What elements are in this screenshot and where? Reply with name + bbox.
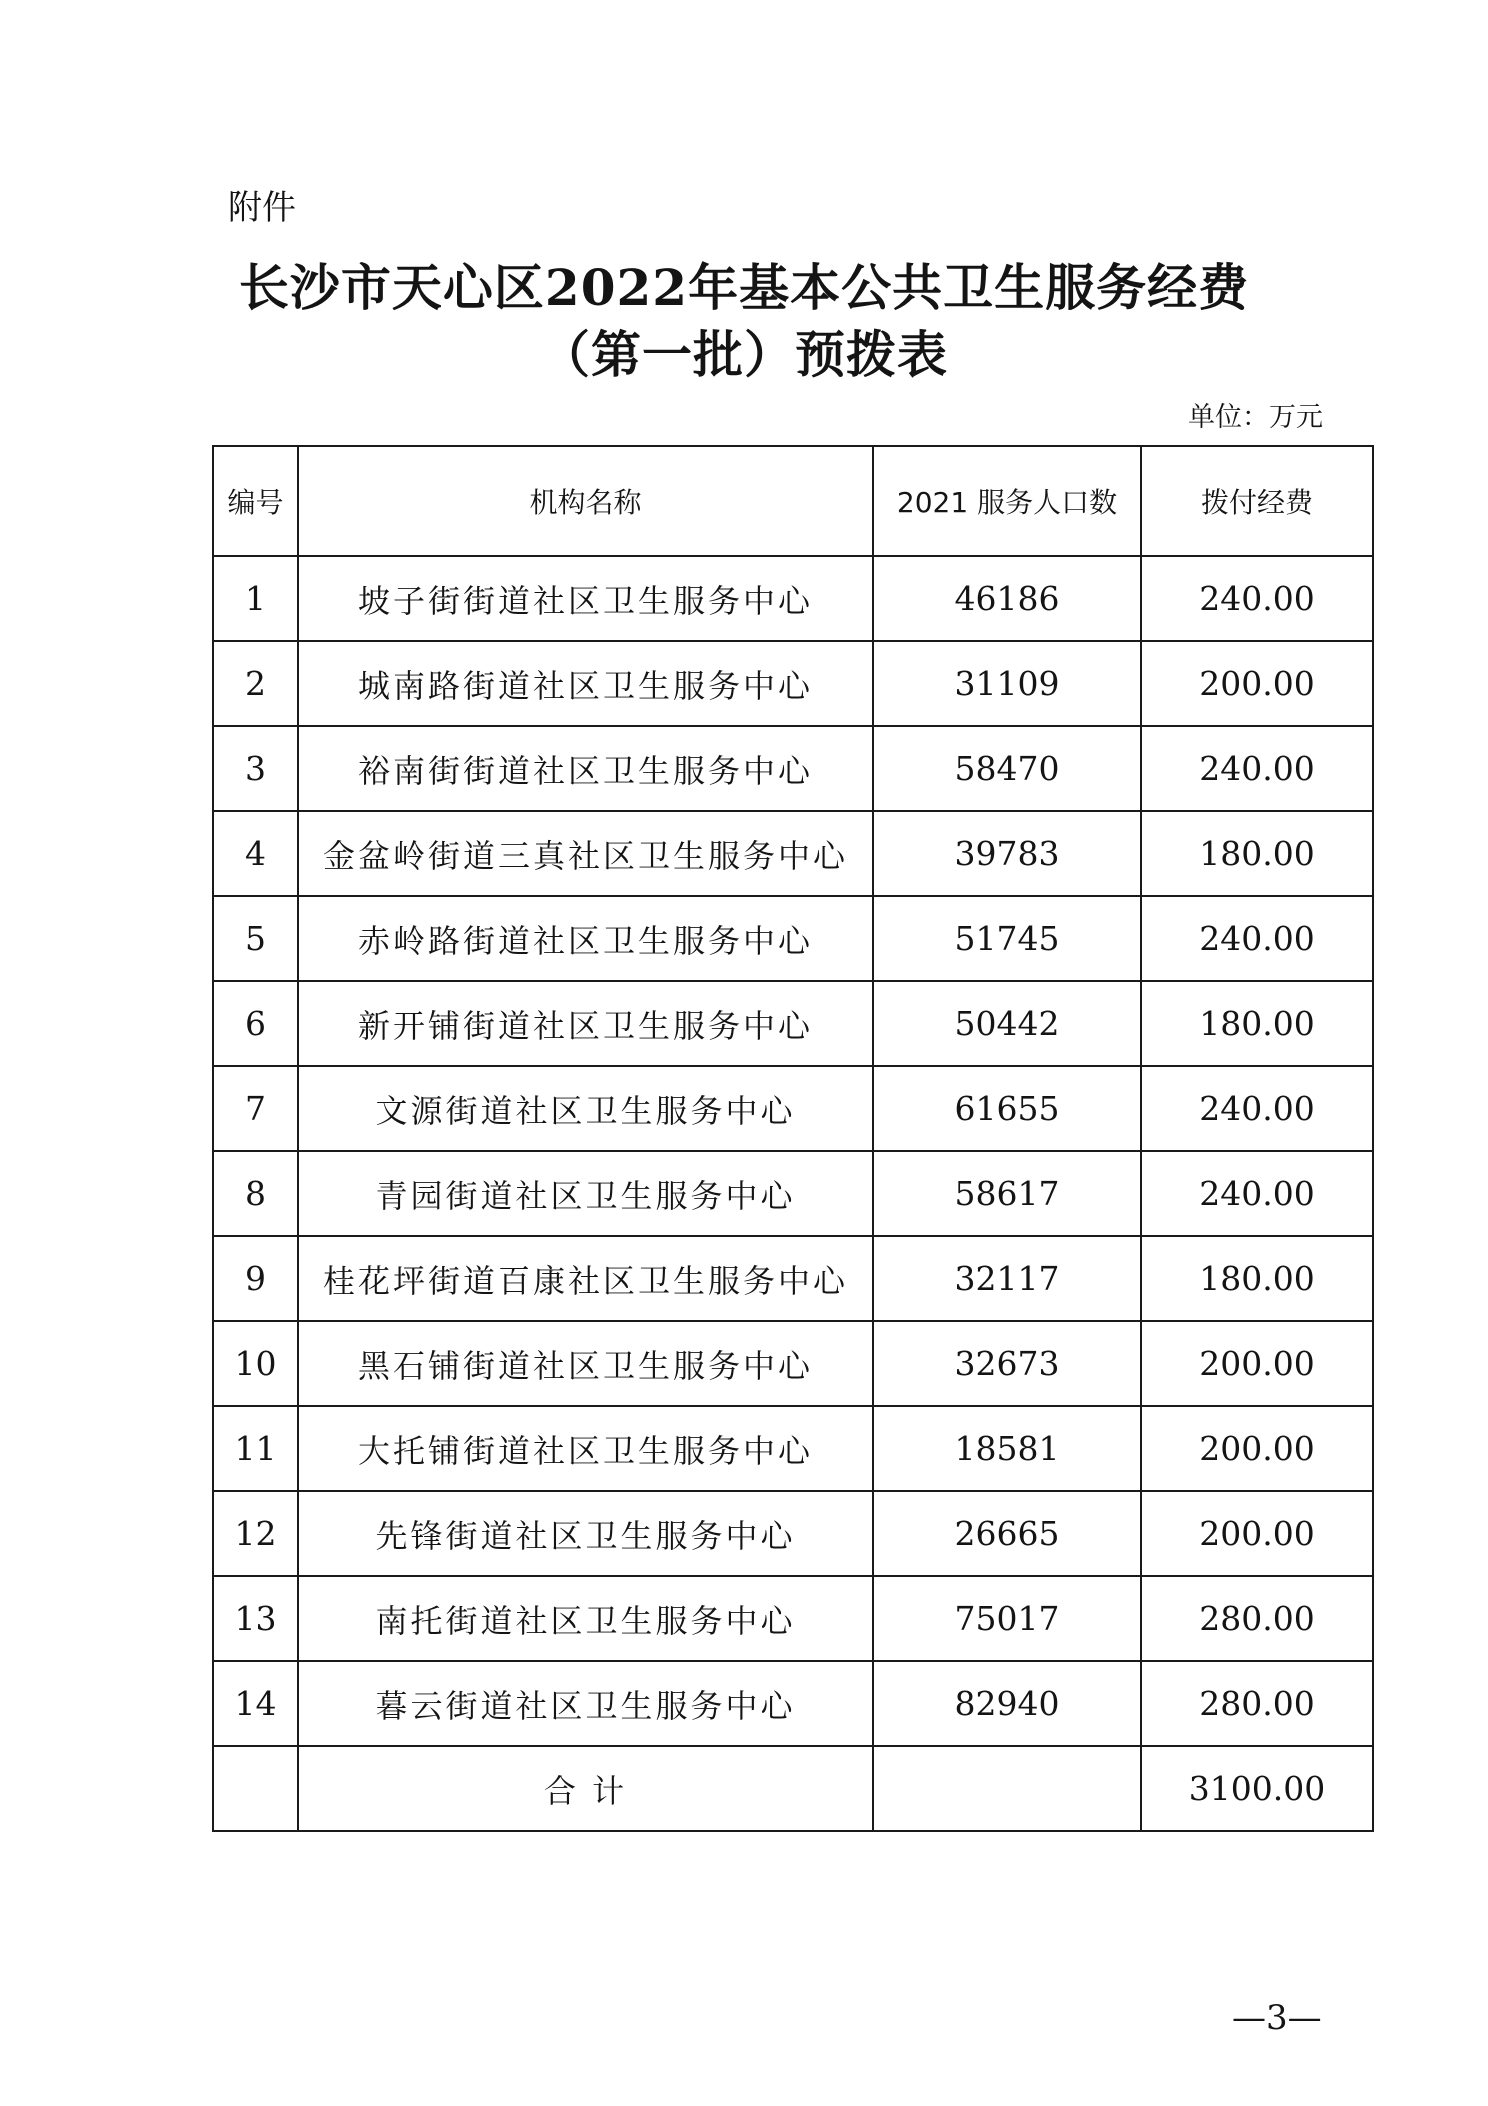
row-number: 6 [213,981,298,1066]
row-population: 75017 [873,1576,1141,1661]
table-row [213,1576,1373,1661]
total-label: 合 计 [298,1746,873,1831]
row-funding: 180.00 [1141,1236,1373,1321]
row-population: 51745 [873,896,1141,981]
table-row [213,1661,1373,1746]
header-institution-name: 机构名称 [298,446,873,556]
row-funding: 200.00 [1141,1321,1373,1406]
row-number: 8 [213,1151,298,1236]
table-row [213,1236,1373,1321]
row-number: 13 [213,1576,298,1661]
total-population-cell [873,1746,1141,1831]
row-number: 7 [213,1066,298,1151]
row-number: 1 [213,556,298,641]
row-funding: 240.00 [1141,726,1373,811]
row-population: 39783 [873,811,1141,896]
row-funding: 180.00 [1141,811,1373,896]
table-row [213,896,1373,981]
row-number: 11 [213,1406,298,1491]
total-row [213,1746,1373,1831]
table-row [213,811,1373,896]
row-funding: 200.00 [1141,1491,1373,1576]
table-header-row [213,446,1373,556]
row-number: 2 [213,641,298,726]
row-funding: 280.00 [1141,1576,1373,1661]
row-institution-name: 暮云街道社区卫生服务中心 [298,1661,873,1746]
attachment-label: 附件 [228,188,296,228]
row-population: 58617 [873,1151,1141,1236]
row-institution-name: 金盆岭街道三真社区卫生服务中心 [298,811,873,896]
document-title-line2: （第一批）预拨表 [540,325,948,384]
document-title-line1: 长沙市天心区2022年基本公共卫生服务经费 [238,258,1250,317]
table-row [213,1151,1373,1236]
row-funding: 240.00 [1141,896,1373,981]
row-number: 5 [213,896,298,981]
row-institution-name: 桂花坪街道百康社区卫生服务中心 [298,1236,873,1321]
row-institution-name: 坡子街街道社区卫生服务中心 [298,556,873,641]
row-institution-name: 青园街道社区卫生服务中心 [298,1151,873,1236]
row-number: 3 [213,726,298,811]
row-institution-name: 黑石铺街道社区卫生服务中心 [298,1321,873,1406]
row-population: 61655 [873,1066,1141,1151]
total-funding: 3100.00 [1141,1746,1373,1831]
row-institution-name: 南托街道社区卫生服务中心 [298,1576,873,1661]
row-institution-name: 大托铺街道社区卫生服务中心 [298,1406,873,1491]
table-row [213,1321,1373,1406]
row-institution-name: 赤岭路街道社区卫生服务中心 [298,896,873,981]
table-row [213,981,1373,1066]
row-population: 32673 [873,1321,1141,1406]
row-population: 18581 [873,1406,1141,1491]
row-funding: 180.00 [1141,981,1373,1066]
row-number: 9 [213,1236,298,1321]
row-funding: 200.00 [1141,641,1373,726]
row-institution-name: 文源街道社区卫生服务中心 [298,1066,873,1151]
row-population: 26665 [873,1491,1141,1576]
unit-label: 单位：万元 [1188,402,1323,433]
row-institution-name: 新开铺街道社区卫生服务中心 [298,981,873,1066]
row-population: 32117 [873,1236,1141,1321]
row-institution-name: 裕南街街道社区卫生服务中心 [298,726,873,811]
row-number: 14 [213,1661,298,1746]
row-institution-name: 先锋街道社区卫生服务中心 [298,1491,873,1576]
row-funding: 240.00 [1141,1066,1373,1151]
page-number: —3— [1232,1998,1322,2038]
table-body [213,556,1373,1831]
table-row [213,726,1373,811]
row-population: 50442 [873,981,1141,1066]
table-row [213,1406,1373,1491]
row-funding: 240.00 [1141,556,1373,641]
table-row [213,641,1373,726]
table-row [213,1066,1373,1151]
row-funding: 240.00 [1141,1151,1373,1236]
row-number: 10 [213,1321,298,1406]
row-population: 58470 [873,726,1141,811]
header-population: 2021 服务人口数 [873,446,1141,556]
header-funding: 拨付经费 [1141,446,1373,556]
row-population: 31109 [873,641,1141,726]
row-number: 12 [213,1491,298,1576]
funding-table [212,445,1374,1832]
header-number: 编号 [213,446,298,556]
total-number-cell [213,1746,298,1831]
row-funding: 200.00 [1141,1406,1373,1491]
table-row [213,1491,1373,1576]
row-population: 46186 [873,556,1141,641]
row-institution-name: 城南路街道社区卫生服务中心 [298,641,873,726]
row-funding: 280.00 [1141,1661,1373,1746]
row-number: 4 [213,811,298,896]
row-population: 82940 [873,1661,1141,1746]
table-row [213,556,1373,641]
